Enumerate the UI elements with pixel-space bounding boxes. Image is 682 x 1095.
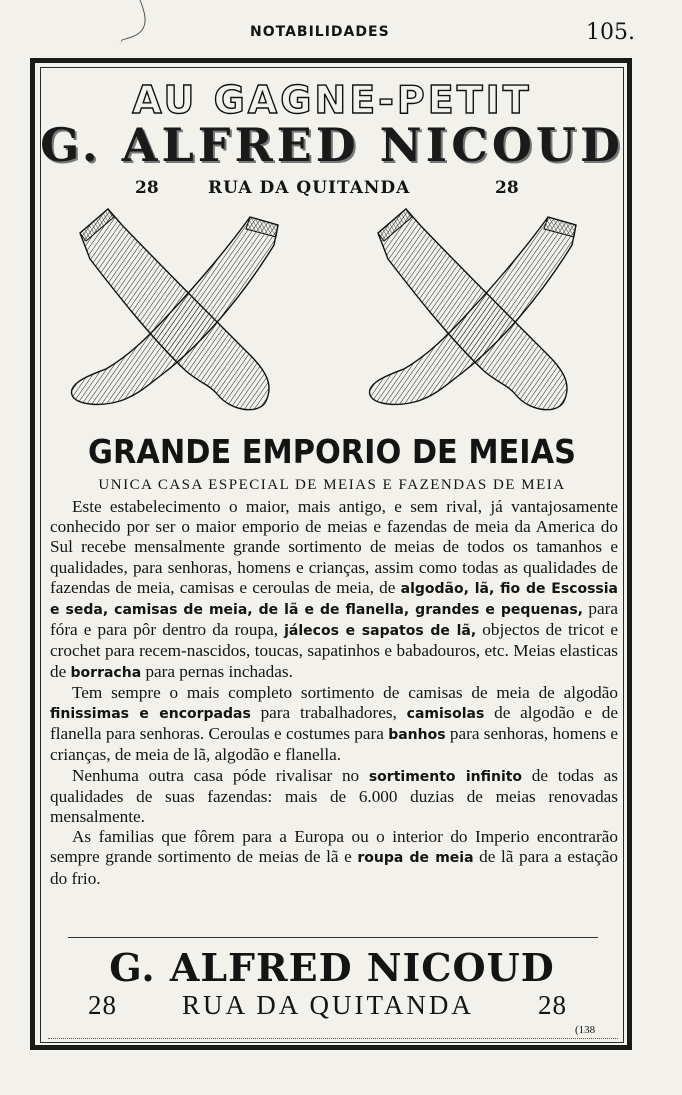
page-number: 105. bbox=[586, 20, 635, 45]
address-number-left: 28 bbox=[135, 178, 159, 198]
text-run: Nenhuma outra casa póde rivalisar no bbox=[72, 765, 369, 785]
subheadline: UNICA CASA ESPECIAL DE MEIAS E FAZENDAS DE MEIA bbox=[98, 477, 566, 493]
advert-reference-number: (138 bbox=[575, 1024, 596, 1036]
text-run: de lã para a estação do frio. bbox=[50, 847, 618, 888]
bold-run: sortimento infinito bbox=[368, 768, 523, 785]
address-number-left: 28 bbox=[88, 990, 117, 1020]
bold-run: jálecos e sapatos de lã, bbox=[284, 623, 477, 640]
shop-banner: AU GAGNE-PETIT bbox=[132, 78, 532, 122]
stockings-illustration bbox=[60, 205, 620, 430]
text-run: para trabalhadores, bbox=[250, 703, 407, 723]
paragraph-2 bbox=[50, 683, 618, 766]
address-number-right: 28 bbox=[538, 990, 567, 1020]
running-header bbox=[0, 18, 682, 52]
paragraph-3 bbox=[50, 766, 618, 828]
text-run: Tem sempre o mais completo sortimento de camisas de meia de algodão bbox=[72, 682, 618, 702]
headline: GRANDE EMPORIO DE MEIAS bbox=[88, 432, 576, 471]
paragraph-1 bbox=[50, 497, 618, 683]
bold-run: roupa de meia bbox=[357, 850, 474, 867]
dotted-rule bbox=[48, 1038, 618, 1039]
text-run: para pernas inchadas. bbox=[141, 661, 293, 681]
text-run: para fóra e para pôr dentro da roupa, bbox=[50, 599, 619, 640]
text-run: para senhoras, homens e crianças, de meia de lã, algodão e flanella. bbox=[50, 724, 619, 765]
running-title: NOTABILIDADES bbox=[250, 24, 390, 40]
paragraph-4 bbox=[50, 827, 618, 889]
bold-run: algodão, lã, fio de Escossia e seda, camisas de meia, de lã e de flanella, grandes e pequenas, bbox=[50, 580, 618, 619]
bold-run: borracha bbox=[70, 664, 142, 681]
merchant-name: G. ALFRED NICOUD bbox=[40, 118, 624, 172]
text-run: de algodão e de flanella para senhoras. Ceroulas e costumes para bbox=[50, 703, 618, 744]
text-run: de todas as qualidades de suas fazendas: mais de 6.000 duzias de meias renovadas mensalmente. bbox=[50, 765, 618, 827]
address-line-bottom bbox=[40, 990, 624, 1020]
bold-run: camisolas bbox=[406, 706, 485, 723]
merchant-name-bottom: G. ALFRED NICOUD bbox=[109, 945, 555, 990]
address-number-right: 28 bbox=[495, 178, 519, 198]
address-street: RUA DA QUITANDA bbox=[182, 990, 474, 1020]
text-run: Este estabelecimento o maior, mais antigo, e sem rival, já vantajosamente conhecido por ser o maior emporio de meias e fazendas de meia da America do Sul recebe mensalmente grande sortimento de meias de todos os tamanhos e qualidades, para senhoras, homens e crianças, assim como todas as qualidades de fazendas de meia, camisas e ceroulas de meia, de bbox=[50, 497, 618, 597]
bold-run: finissimas e encorpadas bbox=[50, 706, 251, 723]
bold-run: banhos bbox=[388, 727, 446, 744]
address-street: RUA DA QUITANDA bbox=[208, 178, 411, 198]
text-run: objectos de tricot e crochet para recem-nascidos, toucas, sapatinhos e babadouros, etc. Meias elasticas de bbox=[50, 620, 618, 681]
text-run: As familias que fôrem para a Europa ou o interior do Imperio encontrarão sempre grande sortimento de meias de lã e bbox=[50, 827, 618, 867]
divider-rule bbox=[68, 937, 598, 938]
advert-body bbox=[50, 497, 618, 889]
address-line-top bbox=[40, 178, 624, 200]
